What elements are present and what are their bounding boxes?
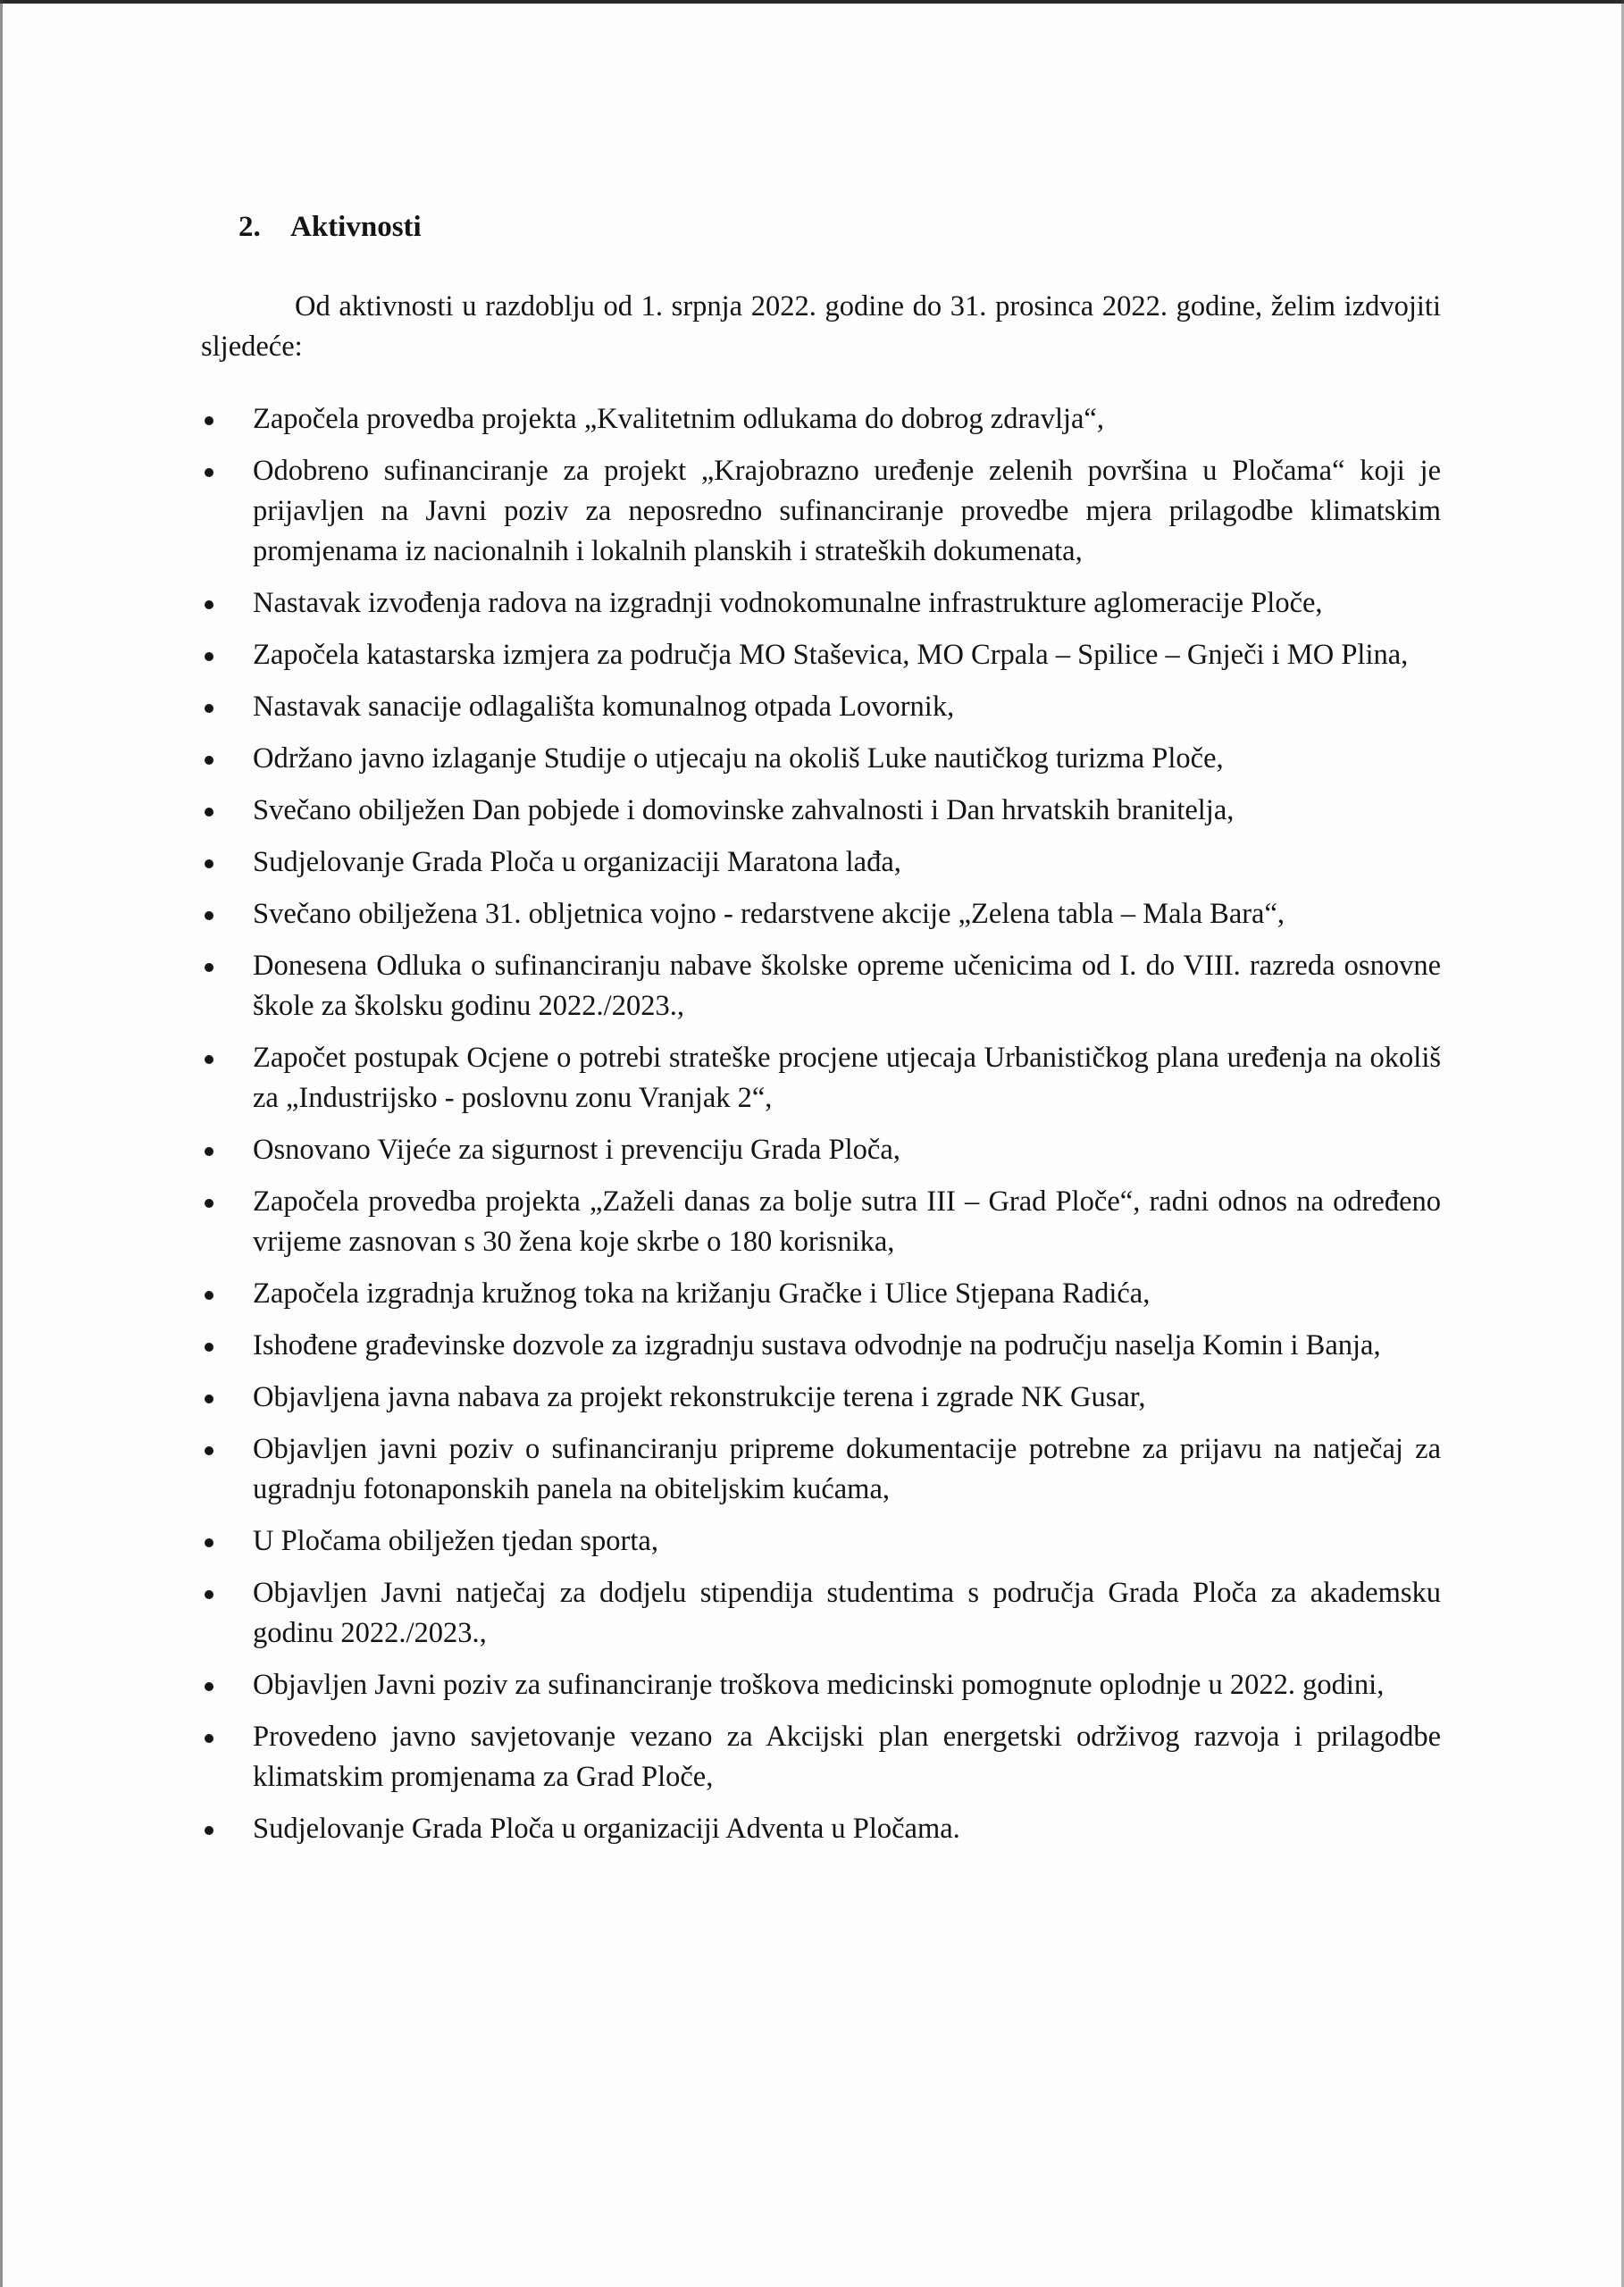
bullet-icon bbox=[205, 1055, 213, 1064]
list-item bbox=[201, 1378, 1441, 1418]
list-item-text: Osnovano Vijeće za sigurnost i prevenciju Grada Ploča, bbox=[253, 1134, 900, 1166]
scan-edge-top bbox=[0, 0, 1624, 4]
bullet-icon bbox=[205, 1590, 213, 1599]
list-item-text: Objavljen Javni poziv za sufinanciranje troškova medicinski pomognute oplodnje u 2022. godini, bbox=[253, 1669, 1385, 1701]
list-item-text: Započela provedba projekta „Zaželi danas za bolje sutra III – Grad Ploče“, radni odnos na određeno vrijeme zasnovan s 30 žena koje skrbe o 180 korisnika, bbox=[253, 1185, 1441, 1258]
intro-paragraph: Od aktivnosti u razdoblju od 1. srpnja 2022. godine do 31. prosinca 2022. godine, želim izdvojiti sljedeće: bbox=[201, 290, 1441, 363]
list-item-text: Svečano obilježena 31. obljetnica vojno - redarstvene akcije „Zelena tabla – Mala Bara“, bbox=[253, 898, 1285, 930]
list-item bbox=[201, 1274, 1441, 1314]
list-item bbox=[201, 1665, 1441, 1705]
document-body bbox=[201, 207, 1441, 1861]
list-item bbox=[201, 687, 1441, 727]
list-item bbox=[201, 583, 1441, 624]
bullet-icon bbox=[205, 1734, 213, 1743]
list-item-text: Objavljen javni poziv o sufinanciranju pripreme dokumentacije potrebne za prijavu na natječaj za ugradnju fotonaponskih panela na obiteljskim kućama, bbox=[253, 1433, 1441, 1505]
list-item bbox=[201, 1717, 1441, 1797]
list-item-text: Ishođene građevinske dozvole za izgradnju sustava odvodnje na području naselja Komin i Banja, bbox=[253, 1329, 1381, 1361]
list-item-text: Sudjelovanje Grada Ploča u organizaciji Adventa u Pločama. bbox=[253, 1813, 960, 1845]
bullet-icon bbox=[205, 1291, 213, 1300]
list-item bbox=[201, 451, 1441, 572]
list-item-text: Započela katastarska izmjera za područja MO Staševica, MO Crpala – Spilice – Gnječi i MO Plina, bbox=[253, 639, 1409, 671]
bullet-icon bbox=[205, 652, 213, 661]
bullet-icon bbox=[205, 1199, 213, 1208]
list-item bbox=[201, 1429, 1441, 1510]
bullet-icon bbox=[205, 808, 213, 817]
bullet-icon bbox=[205, 468, 213, 477]
list-item-text: Svečano obilježen Dan pobjede i domovinske zahvalnosti i Dan hrvatskih branitelja, bbox=[253, 794, 1235, 826]
list-item bbox=[201, 1038, 1441, 1118]
list-item bbox=[201, 1573, 1441, 1654]
list-item bbox=[201, 635, 1441, 675]
list-item-text: Donesena Odluka o sufinanciranju nabave školske opreme učenicima od I. do VIII. razreda osnovne škole za školsku godinu 2022./2023., bbox=[253, 950, 1441, 1022]
bullet-icon bbox=[205, 1147, 213, 1156]
section-title: Aktivnosti bbox=[290, 211, 422, 243]
list-item-text: Održano javno izlaganje Studije o utjecaju na okoliš Luke nautičkog turizma Ploče, bbox=[253, 742, 1224, 775]
bullet-icon bbox=[205, 963, 213, 972]
list-item-text: Objavljen Javni natječaj za dodjelu stipendija studentima s područja Grada Ploča za akademsku godinu 2022./2023., bbox=[253, 1577, 1441, 1649]
list-item-text: Objavljena javna nabava za projekt rekonstrukcije terena i zgrade NK Gusar, bbox=[253, 1381, 1146, 1413]
list-item-text: Odobreno sufinanciranje za projekt „Krajobrazno uređenje zelenih površina u Pločama“ koji je prijavljen na Javni poziv za neposredno sufinanciranje provedbe mjera prilagodbe klimatskim promjenama iz nacionalnih i lokalnih planskih i strateških dokumenata, bbox=[253, 455, 1441, 567]
list-item-text: Provedeno javno savjetovanje vezano za Akcijski plan energetski održivog razvoja i prilagodbe klimatskim promjenama za Grad Ploče, bbox=[253, 1721, 1441, 1793]
bullet-icon bbox=[205, 1446, 213, 1455]
list-item bbox=[201, 1809, 1441, 1849]
bullet-icon bbox=[205, 1826, 213, 1835]
list-item bbox=[201, 1521, 1441, 1562]
list-item bbox=[201, 946, 1441, 1026]
bullet-icon bbox=[205, 600, 213, 609]
bullet-icon bbox=[205, 859, 213, 868]
bullet-icon bbox=[205, 911, 213, 920]
list-item-text: Započela provedba projekta „Kvalitetnim odlukama do dobrog zdravlja“, bbox=[253, 403, 1104, 435]
bullet-icon bbox=[205, 1343, 213, 1352]
list-item bbox=[201, 1130, 1441, 1170]
bullet-icon bbox=[205, 416, 213, 425]
bullet-icon bbox=[205, 704, 213, 713]
list-item bbox=[201, 1182, 1441, 1262]
bullet-icon bbox=[205, 1395, 213, 1403]
bullet-icon bbox=[205, 1682, 213, 1691]
list-item bbox=[201, 739, 1441, 779]
list-item-text: Nastavak izvođenja radova na izgradnji vodnokomunalne infrastrukture aglomeracije Ploče, bbox=[253, 587, 1323, 619]
list-item-text: U Pločama obilježen tjedan sporta, bbox=[253, 1525, 658, 1557]
list-item-text: Započela izgradnja kružnog toka na križanju Gračke i Ulice Stjepana Radića, bbox=[253, 1278, 1151, 1310]
list-item-text: Sudjelovanje Grada Ploča u organizaciji Maratona lađa, bbox=[253, 846, 901, 878]
section-heading bbox=[239, 207, 1441, 247]
list-item-text: Nastavak sanacije odlagališta komunalnog otpada Lovornik, bbox=[253, 691, 955, 723]
scan-edge-left bbox=[0, 0, 3, 2287]
activity-list bbox=[201, 399, 1441, 1849]
list-item bbox=[201, 1326, 1441, 1366]
bullet-icon bbox=[205, 1538, 213, 1547]
list-item-text: Započet postupak Ocjene o potrebi strateške procjene utjecaja Urbanističkog plana uređenja na okoliš za „Industrijsko - poslovnu zonu Vranjak 2“, bbox=[253, 1042, 1441, 1114]
list-item bbox=[201, 791, 1441, 831]
list-item bbox=[201, 894, 1441, 934]
list-item bbox=[201, 399, 1441, 440]
section-number: 2. bbox=[239, 211, 261, 243]
bullet-icon bbox=[205, 756, 213, 765]
list-item bbox=[201, 842, 1441, 883]
